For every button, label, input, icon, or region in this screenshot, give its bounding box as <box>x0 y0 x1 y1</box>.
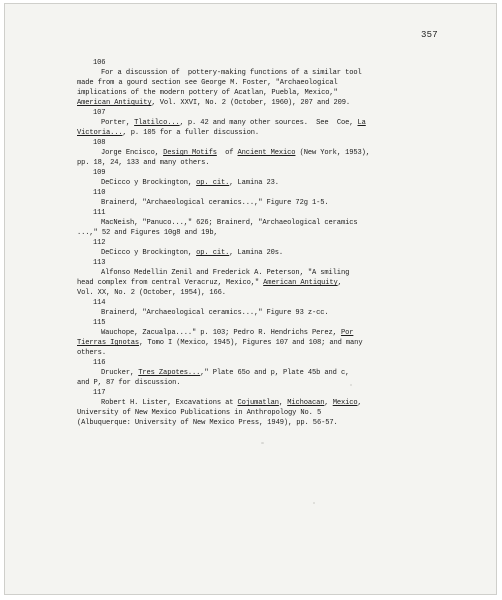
underlined-title: Design Motifs <box>163 149 217 157</box>
footnote-line <box>77 288 417 298</box>
footnote <box>77 188 417 208</box>
footnote <box>77 358 417 388</box>
footnote-text: Brainerd, "Archaeological ceramics...," Figure 93 z-cc. <box>101 309 329 317</box>
footnote-text: , <box>324 399 333 407</box>
footnote-number: 113 <box>93 259 106 267</box>
footnote-text: Alfonso Medellin Zenil and Frederick A. Peterson, "A smiling <box>101 269 350 277</box>
underlined-title: Victoria... <box>77 129 123 137</box>
footnote-number: 116 <box>93 359 106 367</box>
footnote-text: MacNeish, "Panuco...," 626; Brainerd, "Archaeological ceramics <box>101 219 358 227</box>
footnote <box>77 108 417 138</box>
footnote-line <box>77 148 417 158</box>
footnote-line <box>77 218 417 228</box>
footnote-text: ...," 52 and Figures 10g8 and 19b, <box>77 229 218 237</box>
footnote-line <box>77 348 417 358</box>
footnote-number: 110 <box>93 189 106 197</box>
footnote-line <box>77 228 417 238</box>
footnote <box>77 168 417 188</box>
footnote-line <box>77 118 417 128</box>
footnote-text: Vol. XX, No. 2 (October, 1954), 166. <box>77 289 226 297</box>
paper-speck <box>350 384 352 386</box>
footnote-line <box>77 78 417 88</box>
underlined-title: Ancient Mexico <box>237 149 296 157</box>
footnote-line <box>77 408 417 418</box>
footnote-text: DeCicco y Brockington, <box>101 249 197 257</box>
footnote-text: and P, 87 for discussion. <box>77 379 181 387</box>
footnote-line <box>77 418 417 428</box>
footnote-number: 109 <box>93 169 106 177</box>
footnote-text: , Tomo I (Mexico, 1945), Figures 107 and 108; and many <box>139 339 363 347</box>
footnote-line <box>77 88 417 98</box>
footnote-line <box>77 338 417 348</box>
footnote-line <box>77 98 417 108</box>
footnote-text: ," Plate 65o and p, Plate 45b and c, <box>200 369 350 377</box>
footnote <box>77 388 417 428</box>
footnote-text: , <box>337 279 342 287</box>
footnote-text: head complex from central Veracruz, Mexico," <box>77 279 264 287</box>
footnote-text: Drucker, <box>101 369 139 377</box>
footnote-line <box>77 178 417 188</box>
footnote-text: , Lamina 20s. <box>229 249 284 257</box>
footnote-text: , p. 105 for a fuller discussion. <box>122 129 260 137</box>
footnote-line <box>77 198 417 208</box>
footnote-text: of <box>216 149 238 157</box>
footnote-line <box>77 278 417 288</box>
underlined-title: Tierras Ignotas <box>77 339 140 347</box>
footnote-line <box>77 248 417 258</box>
underlined-title: op. cit. <box>196 249 230 257</box>
footnote-text: (New York, 1953), <box>295 149 370 157</box>
footnote-number: 114 <box>93 299 106 307</box>
footnote-text: Porter, <box>101 119 135 127</box>
footnote-text: , p. 42 and many other sources. See Coe, <box>179 119 358 127</box>
footnote-text: (Albuquerque: University of New Mexico Press, 1949), pp. 56-57. <box>77 419 338 427</box>
underlined-title: Michoacan <box>287 399 325 407</box>
footnote-number: 106 <box>93 59 106 67</box>
footnote-text: Jorge Encisco, <box>101 149 164 157</box>
footnote-line <box>77 398 417 408</box>
footnote-line <box>77 368 417 378</box>
footnote-text: , Vol. XXVI, No. 2 (October, 1960), 207 and 209. <box>151 99 351 107</box>
footnote <box>77 318 417 358</box>
footnote-text: implications of the modern pottery of Acatlan, Puebla, Mexico," <box>77 89 338 97</box>
footnote-line <box>77 308 417 318</box>
footnote-number: 115 <box>93 319 106 327</box>
footnote <box>77 258 417 298</box>
underlined-title: op. cit. <box>196 179 230 187</box>
underlined-title: La <box>357 119 366 127</box>
footnote-number: 117 <box>93 389 106 397</box>
footnote-line <box>77 158 417 168</box>
footnote <box>77 238 417 258</box>
footnote-number: 107 <box>93 109 106 117</box>
underlined-title: Por <box>340 329 354 337</box>
footnote-number: 108 <box>93 139 106 147</box>
footnote-text: University of New Mexico Publications in Anthropology No. 5 <box>77 409 322 417</box>
footnote <box>77 298 417 318</box>
footnote-text: others. <box>77 349 106 357</box>
footnote-number: 111 <box>93 209 106 217</box>
underlined-title: Mexico <box>332 399 358 407</box>
footnote <box>77 208 417 238</box>
footnote-line <box>77 328 417 338</box>
underlined-title: Tres Zapotes... <box>138 369 201 377</box>
footnote-line <box>77 68 417 78</box>
paper-speck <box>313 502 315 504</box>
footnote-text: made from a gourd section see George M. Foster, "Archaeological <box>77 79 338 87</box>
paper-speck <box>261 442 264 444</box>
footnote-text: , <box>278 399 288 407</box>
footnote-text: , <box>357 399 362 407</box>
footnote-number: 112 <box>93 239 106 247</box>
underlined-title: American Antiquity <box>263 279 338 287</box>
underlined-title: American Antiquity <box>77 99 152 107</box>
footnote-text: Robert H. Lister, Excavations at <box>101 399 238 407</box>
footnote-text: For a discussion of pottery-making functions of a similar tool <box>101 69 362 77</box>
page-number: 357 <box>421 30 438 40</box>
underlined-title: Cojumatlan <box>237 399 279 407</box>
footnote-text: Wauchope, Zacualpa...." p. 103; Pedro R. Hendrichs Perez, <box>101 329 341 337</box>
footnote-line <box>77 378 417 388</box>
footnote-text: Brainerd, "Archaeological ceramics...," Figure 72g 1-5. <box>101 199 329 207</box>
footnote <box>77 58 417 108</box>
footnote-line <box>77 128 417 138</box>
document-page <box>4 3 497 595</box>
footnotes-list <box>77 58 417 428</box>
footnote-text: DeCicco y Brockington, <box>101 179 197 187</box>
footnote-line <box>77 268 417 278</box>
footnote-text: pp. 18, 24, 133 and many others. <box>77 159 210 167</box>
underlined-title: Tlatilco... <box>134 119 180 127</box>
footnote-text: , Lamina 23. <box>229 179 279 187</box>
footnote <box>77 138 417 168</box>
